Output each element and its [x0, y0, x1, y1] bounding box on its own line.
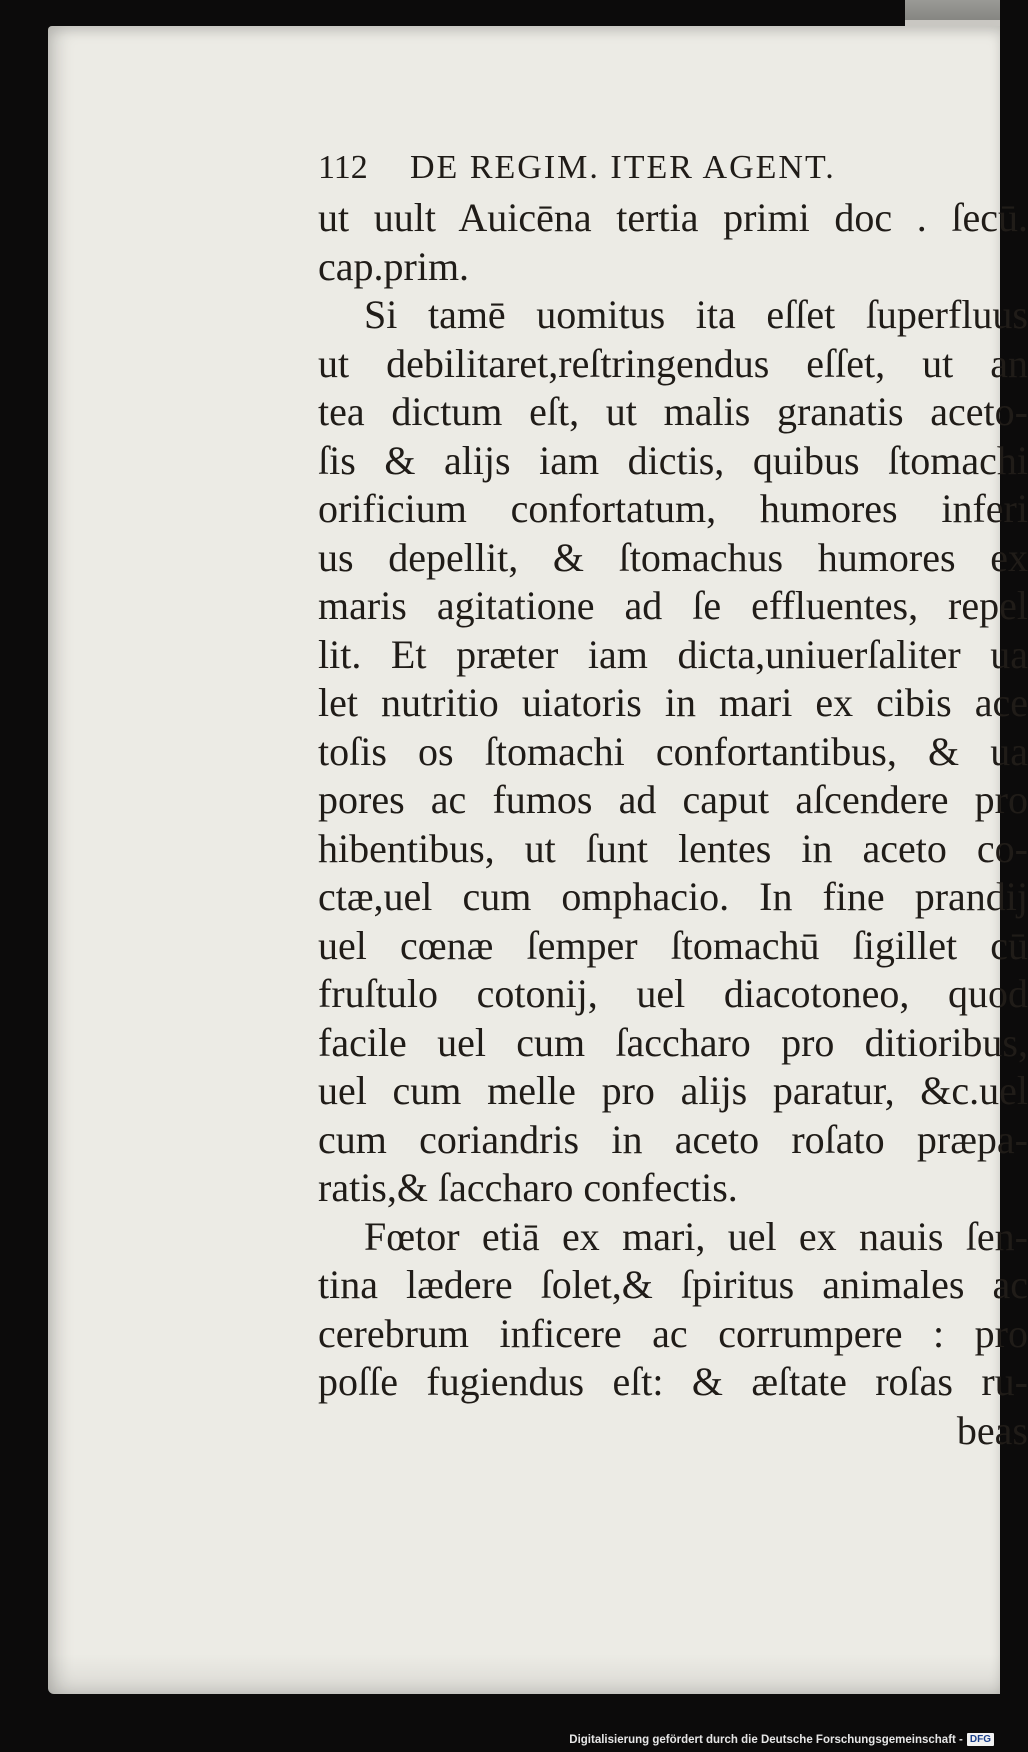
running-head: [318, 144, 1028, 192]
text-line: hibentibus, ut ſunt lentes in aceto co-: [318, 825, 1028, 871]
text-line: tea dictum eſt, ut malis granatis aceto-: [318, 389, 1028, 434]
text-line: uel cœnæ ſemper ſtomachū ſigillet cū: [318, 922, 1028, 968]
text-line: ut uult Auicēna tertia primi doc . ſecū.: [318, 195, 1028, 240]
text-line: tina lædere ſolet,& ſpiritus animales ac: [318, 1262, 1028, 1307]
text-line: facile uel cum ſaccharo pro ditioribus,: [318, 1019, 1028, 1065]
text-line: toſis os ſtomachi confortantibus, & ua: [318, 728, 1028, 774]
text-line: ctæ,uel cum omphacio. In fine prandiј: [318, 874, 1028, 919]
text-line: cap.prim.: [318, 243, 470, 289]
text-line: ratis,& ſaccharo confectis.: [318, 1165, 738, 1210]
catchword: beas: [956, 1407, 1028, 1453]
text-block: [318, 144, 1028, 1455]
page-number: 112: [318, 149, 368, 186]
running-head-title: DE REGIM. ITER AGENT.: [410, 149, 836, 186]
text-line: uel cum melle pro aliјs paratur, &c.uel: [318, 1068, 1028, 1113]
text-line: ut debilitaret,reſtringendus eſſet, ut an: [318, 340, 1028, 386]
text-line: let nutritio uiatoris in mari ex cibis ace: [318, 680, 1028, 725]
text-line: cerebrum inficere ac corrumpere : pro: [318, 1310, 1028, 1356]
text-line: maris agitatione ad ſe effluentes, repel: [318, 583, 1028, 628]
text-line: us depellit, & ſtomachus humores ex: [318, 534, 1028, 580]
text-line: cum coriandris in aceto roſato præpa-: [318, 1116, 1028, 1162]
digitization-credit: [569, 1733, 994, 1746]
dfg-logo-icon: DFG: [967, 1733, 994, 1746]
book-page: [48, 26, 1028, 1694]
text-line: pores ac fumos ad caput aſcendere pro: [318, 777, 1028, 822]
text-line: poſſe fugiendus eſt: & æſtate roſas ru-: [318, 1359, 1028, 1404]
text-line: ſis & aliјs iam dictis, quibus ſtomachi: [318, 437, 1028, 483]
text-line: lit. Et præter iam dicta,uniuerſaliter ua: [318, 631, 1028, 677]
text-line: orificium confortatum, humores inferi: [318, 486, 1028, 531]
text-line: Si tamē uomitus ita eſſet ſuperfluus: [364, 292, 1028, 337]
text-line: fruſtulo cotoniј, uel diacotoneo, quod: [318, 971, 1028, 1016]
credit-text: Digitalisierung gefördert durch die Deutsche Forschungsgemeinschaft -: [569, 1733, 963, 1746]
text-line: Fœtor etiā ex mari, uel ex nauis ſen-: [364, 1213, 1028, 1259]
